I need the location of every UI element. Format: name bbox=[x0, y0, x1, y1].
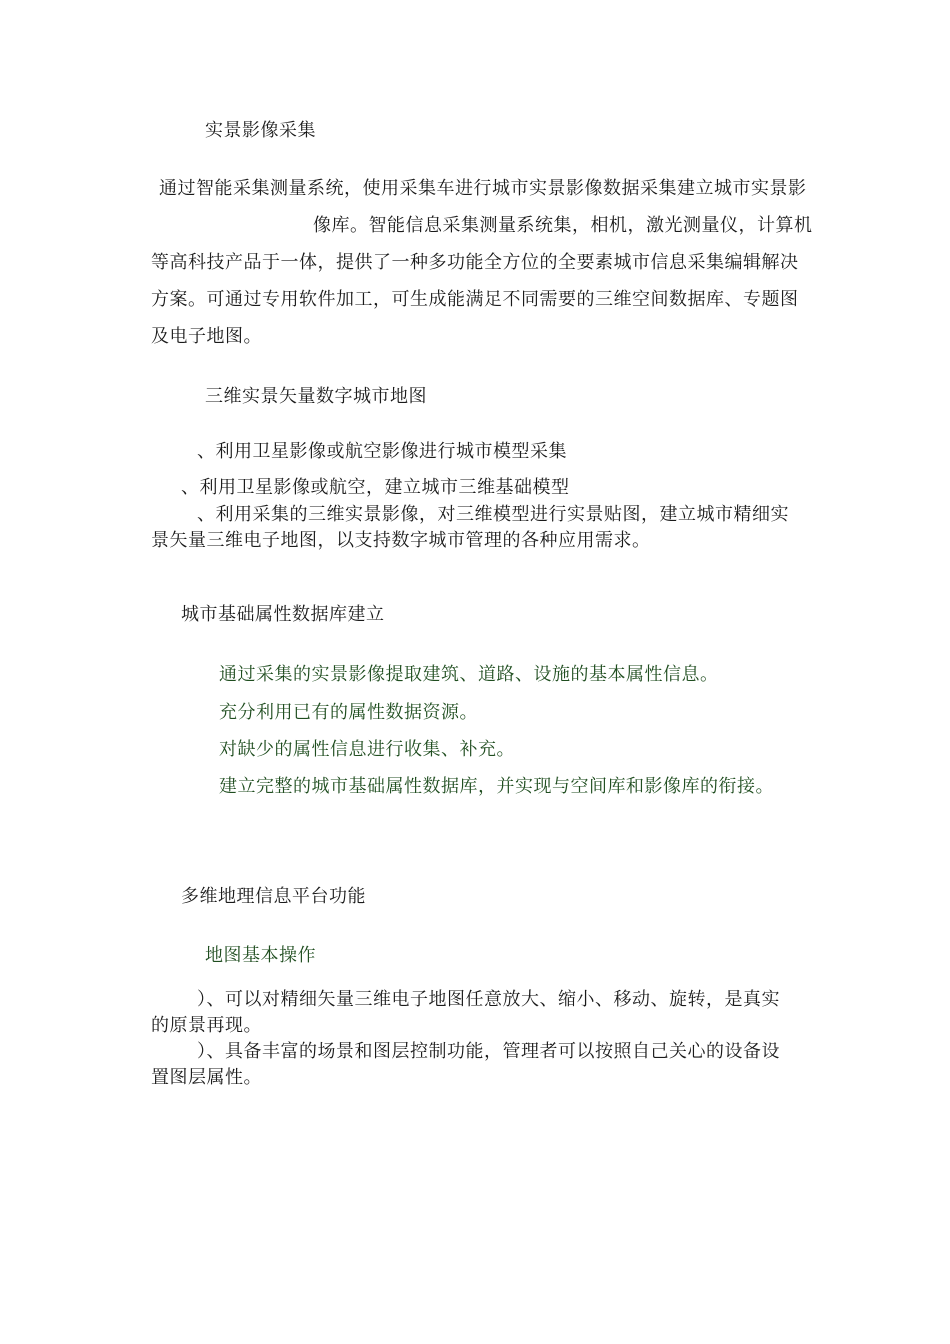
list-item: 建立完整的城市基础属性数据库，并实现与空间库和影像库的衔接。 bbox=[219, 776, 774, 797]
list-item: 充分利用已有的属性数据资源。 bbox=[219, 702, 478, 723]
list-item: 通过采集的实景影像提取建筑、道路、设施的基本属性信息。 bbox=[219, 664, 719, 685]
list-item: 、利用卫星影像或航空影像进行城市模型采集 bbox=[197, 441, 567, 462]
heading-3d-vector-city-map: 三维实景矢量数字城市地图 bbox=[205, 386, 427, 407]
heading-multidimensional-gis-platform: 多维地理信息平台功能 bbox=[181, 886, 366, 907]
list-item: ）、可以对精细矢量三维电子地图任意放大、缩小、移动、旋转，是真实 bbox=[197, 989, 780, 1010]
paragraph-line: 等高科技产品于一体，提供了一种多功能全方位的全要素城市信息采集编辑解决 bbox=[151, 252, 799, 273]
paragraph-line: 及电子地图。 bbox=[151, 326, 262, 347]
heading-real-scene-image-capture: 实景影像采集 bbox=[205, 120, 316, 141]
list-item-continuation: 的原景再现。 bbox=[151, 1015, 262, 1036]
heading-attribute-database: 城市基础属性数据库建立 bbox=[181, 604, 385, 625]
list-item-continuation: 景矢量三维电子地图，以支持数字城市管理的各种应用需求。 bbox=[151, 530, 651, 551]
list-item: 对缺少的属性信息进行收集、补充。 bbox=[219, 739, 515, 760]
paragraph-line: 通过智能采集测量系统，使用采集车进行城市实景影像数据采集建立城市实景影 bbox=[159, 178, 807, 199]
list-item: 、利用采集的三维实景影像，对三维模型进行实景贴图，建立城市精细实 bbox=[197, 504, 789, 525]
paragraph-line: 像库。智能信息采集测量系统集，相机，激光测量仪，计算机 bbox=[313, 215, 813, 236]
list-item-continuation: 置图层属性。 bbox=[151, 1067, 262, 1088]
subheading-map-basic-operations: 地图基本操作 bbox=[205, 945, 316, 966]
paragraph-line: 方案。可通过专用软件加工，可生成能满足不同需要的三维空间数据库、专题图 bbox=[151, 289, 799, 310]
list-item: ）、具备丰富的场景和图层控制功能，管理者可以按照自己关心的设备设 bbox=[197, 1041, 780, 1062]
list-item: 、利用卫星影像或航空，建立城市三维基础模型 bbox=[181, 477, 570, 498]
